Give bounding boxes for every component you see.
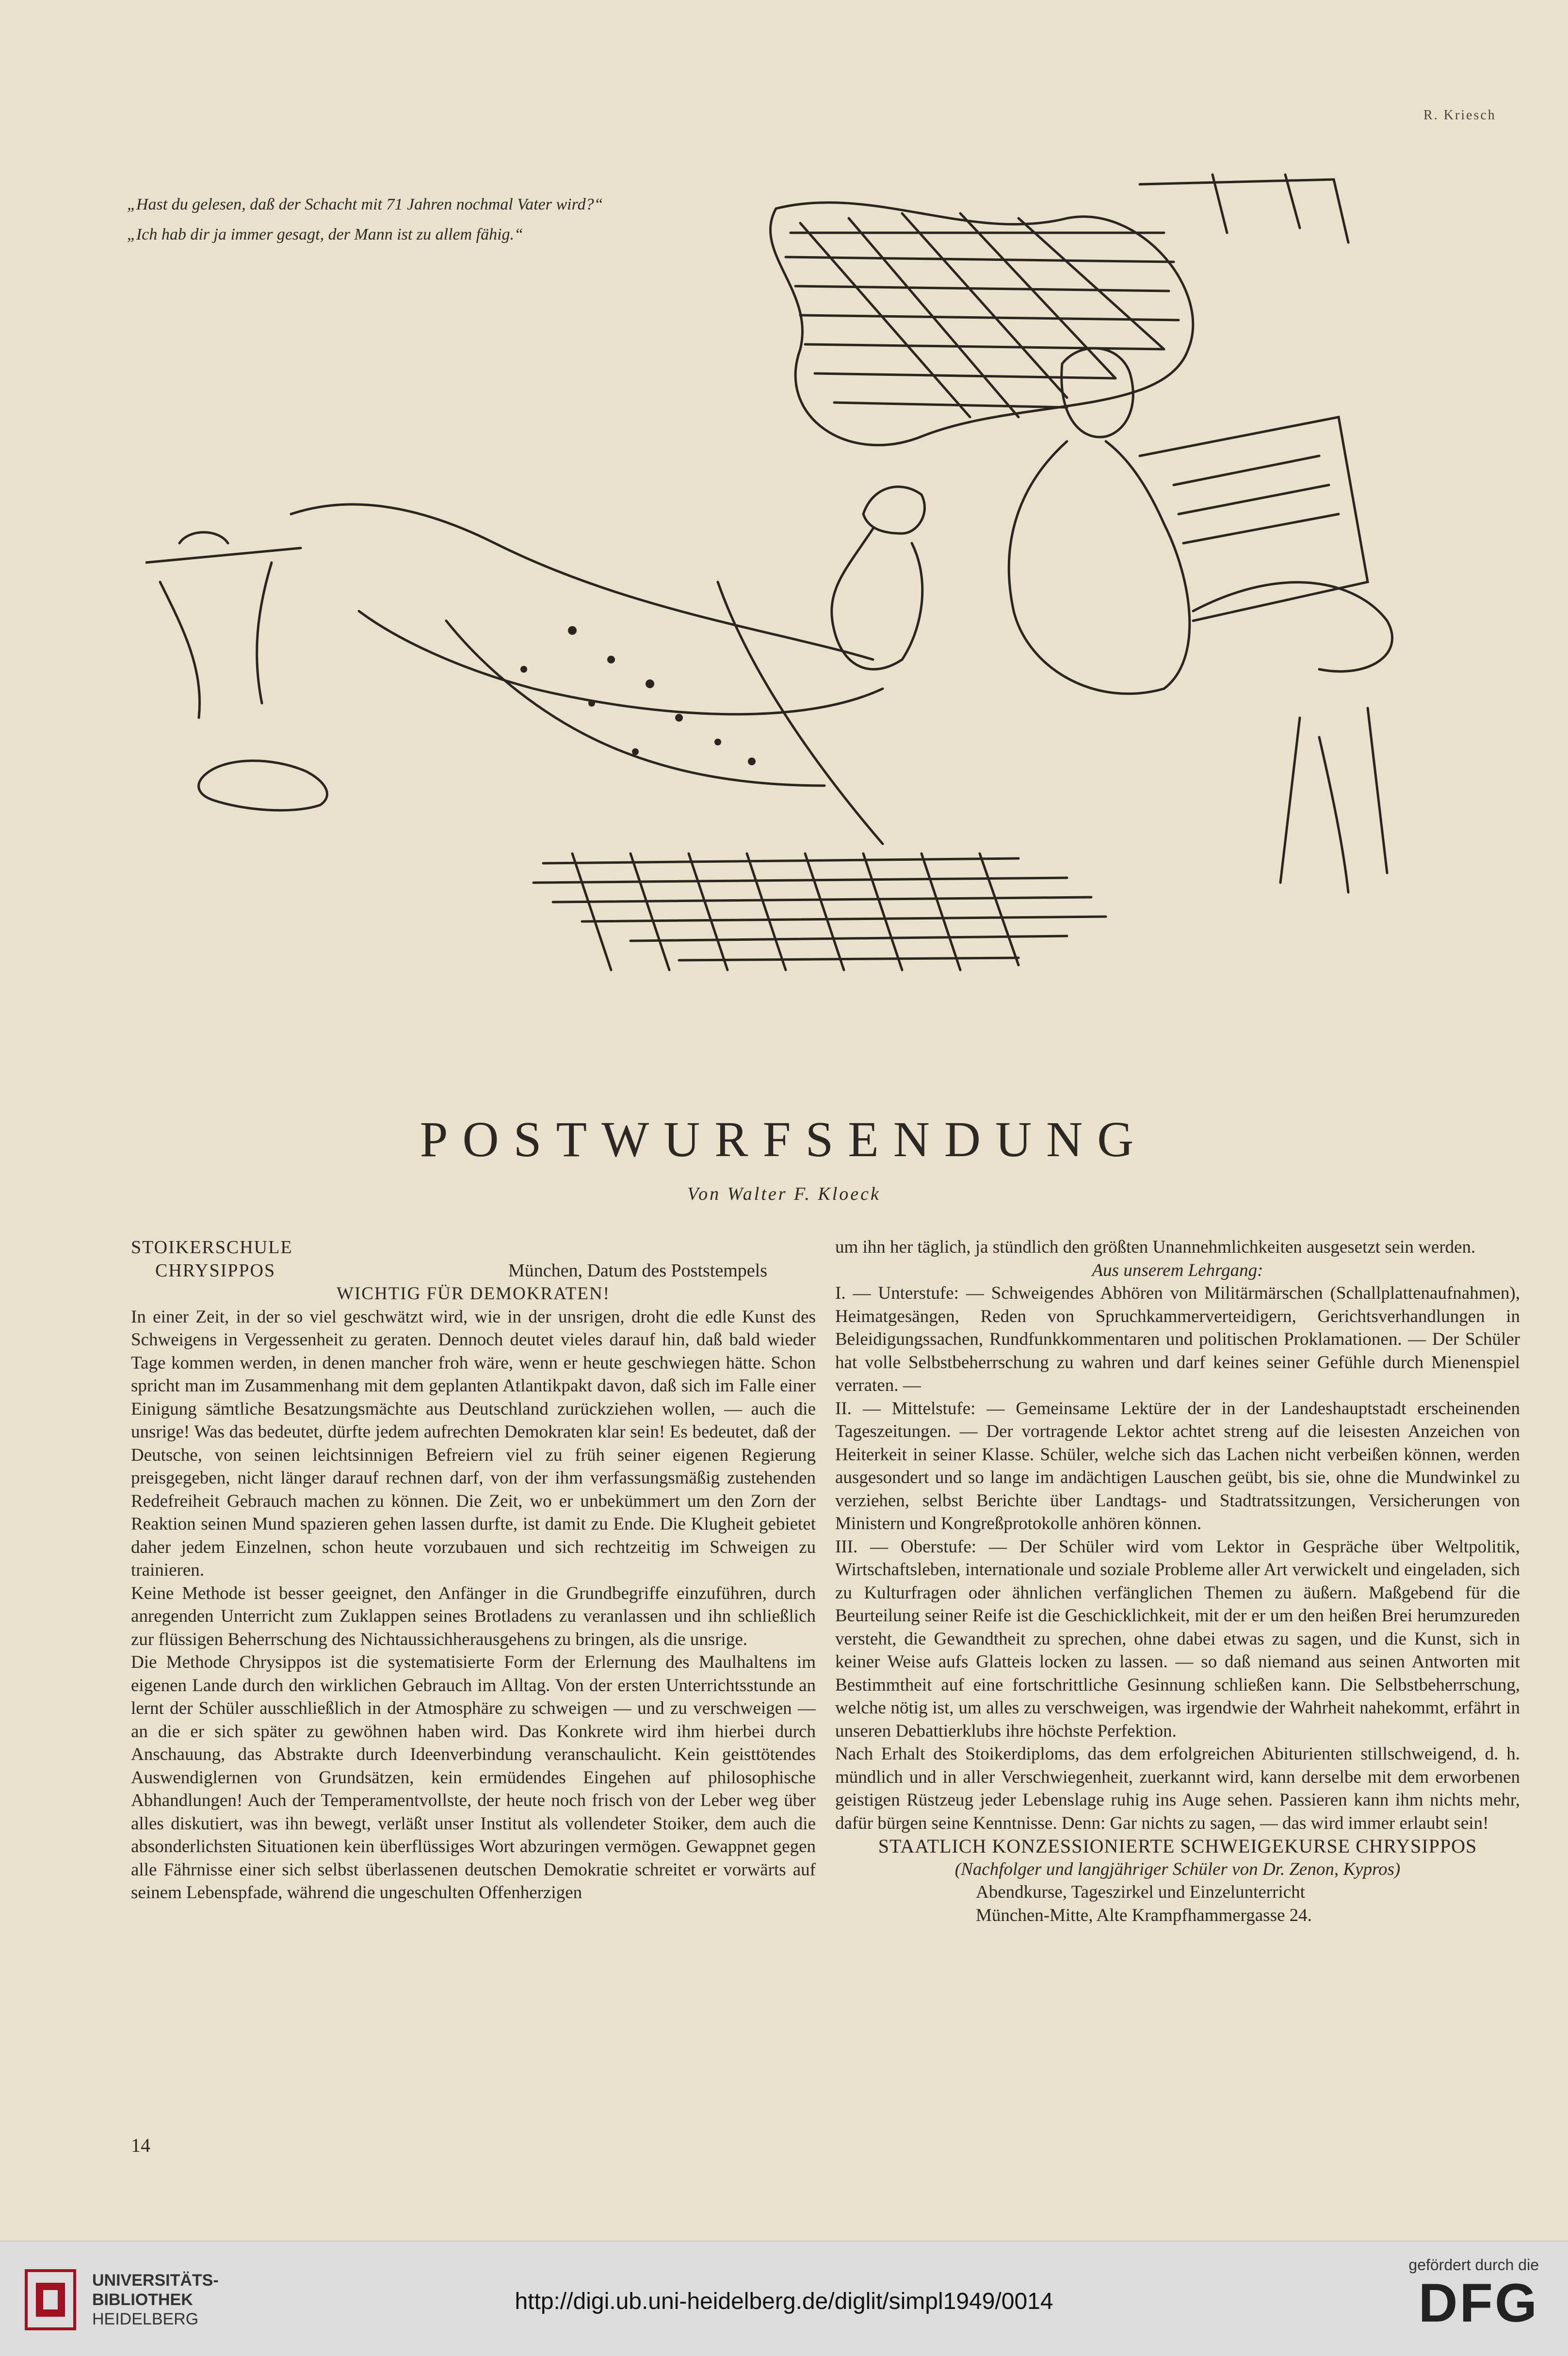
library-line-1: UNIVERSITÄTS- <box>92 2271 219 2290</box>
article-title: POSTWURFSENDUNG <box>420 1112 1148 1167</box>
library-line-2: BIBLIOTHEK <box>92 2291 193 2309</box>
dfg-logo-text: DFG <box>1418 2273 1539 2333</box>
source-url-link[interactable]: http://digi.ub.uni-heidelberg.de/diglit/simpl1949/0014 <box>515 2289 1053 2314</box>
left-column <box>131 1236 816 1904</box>
place-date: München, Datum des Poststempels <box>508 1260 767 1281</box>
left-paragraph: Keine Methode ist besser geeignet, den Anfänger in die Grundbegriffe einzuführen, durch anregenden Unterricht zum Zuklappen seines Brotladens zu veranlassen und ihn schließlich zur flüssigen Beherrschung des Nichtaussichherausgehens zu bringen, als die unsrige. <box>131 1583 816 1649</box>
library-line-3: HEIDELBERG <box>92 2310 199 2328</box>
closing-name: STAATLICH KONZESSIONIERTE SCHWEIGEKURSE CHRYSIPPOS <box>878 1835 1477 1857</box>
left-paragraph: In einer Zeit, in der so viel geschwätzt wird, wie in der unsrigen, droht die edle Kunst des Schweigens in Vergessenheit zu geraten. Dennoch deutet vieles darauf hin, daß bald wieder Tage kommen werden, in denen mancher froh wäre, wenn er heute geschwiegen hätte. Schon spricht man im Zusammenhang mit dem geplanten Atlantikpakt davon, daß sich im Falle einer Einigung sämtliche Besatzungsmächte aus Deutschland zurückziehen wollen, — auch die unsrige! Was das bedeutet, dürfte jedem aufrechten Demokraten klar sein! Es bedeutet, daß der Deutsche, von seinen leichtsinnigen Befreiern viel zu früh seiner eigenen Regierung preisgegeben, nicht länger darauf rechnen darf, von der ihm verfassungsmäßig zustehenden Redefreiheit Gebrauch machen zu können. Die Zeit, wo er unbekümmert um den Zorn der Reaktion seinen Mund spazieren gehen lassen durfte, ist damit zu Ende. Die Klugheit gebietet daher jedem Einzelnen, schon heute vorzubauen und sich rechtzeitig im Schweigen zu trainieren. <box>131 1307 816 1580</box>
school-name <box>131 1236 293 1282</box>
closing-courses: Abendkurse, Tageszirkel und Einzelunterricht <box>976 1882 1305 1902</box>
curriculum-item: II. — Mittelstufe: — Gemeinsame Lektüre der in der Landeshauptstadt erscheinenden Tageszeitungen. — Der vortragende Lektor achtet streng auf die leisesten Anzeichen von Heiterkeit in seiner Klasse. Schüler, welche sich das Lachen nicht verbeißen können, werden ausgesondert und so lange im andächtigen Lauschen geübt, bis sie, ohne die Mundwinkel zu verziehen, selbst Berichte über Landtags- und Stadtratssitzungen, Versicherungen von Ministern und Kongreßprotokolle anhören können. <box>835 1398 1520 1533</box>
funding-text: gefördert durch die <box>1408 2256 1539 2274</box>
right-column <box>835 1236 1520 1927</box>
illustrator-signature: R. Kriesch <box>1423 108 1496 123</box>
page-number: 14 <box>131 2134 150 2156</box>
cartoon-illustration <box>145 145 1503 1018</box>
curriculum-item: III. — Oberstufe: — Der Schüler wird vom Lektor in Gespräche über Weltpolitik, Wirtschaftsleben, internationale und soziale Probleme aller Art verwickelt und eingeladen, sich zu Kulturfragen oder ähnlichen verfänglichen Themen zu äußern. Maßgebend für die Beurteilung seiner Reife ist die Geschicklichkeit, mit der er um den heißen Brei herumzureden versteht, die Gewandtheit zu sprechen, ohne dabei etwas zu sagen, und die Kunst, sich in keiner Weise aufs Glatteis locken zu lassen. — so daß niemand aus seinen Antworten mit Bestimmtheit auf eine fortschrittliche Gesinnung schließen kann. Die Selbstbeherrschung, welche nötig ist, um alles zu verschweigen, was irgendwie der Wahrheit nahekommt, erfährt in unseren Debattierklubs ihre höchste Perfektion. <box>835 1536 1520 1741</box>
funding-logo[interactable] <box>1408 2256 1539 2332</box>
right-intro: um ihn her täglich, ja stündlich den größten Unannehmlichkeiten ausgesetzt sein werden. <box>835 1237 1476 1257</box>
curriculum-item: Nach Erhalt des Stoikerdiploms, das dem erfolgreichen Abiturienten stillschweigend, d. h. mündlich und in aller Verschwiegenheit, zuerkannt wird, kann derselbe mit dem erworbenen geistigen Rüstzeug jeder Lebenslage ruhig ins Auge sehen. Passieren kann ihm nichts mehr, dafür bürgen seine Kenntnisse. Denn: Gar nichts zu sagen, — das wird immer erlaubt sein! <box>835 1744 1520 1833</box>
curriculum-item: I. — Unterstufe: — Schweigendes Abhören von Militärmärschen (Schallplattenaufnahmen), Heimatgesängen, Reden von Spruchkammerverteidigern, Gerichtsverhandlungen in Beleidigungssachen, Rundfunkkommentaren und politischen Proklamationen. — Der Schüler hat volle Selbstbeherrschung zu wahren und darf keines seiner Gefühle durch Mienenspiel verraten. — <box>835 1283 1520 1395</box>
caption-line-1: „Hast du gelesen, daß der Schacht mit 71 Jahren nochmal Vater wird?“ <box>127 195 603 213</box>
school-name-line-1: STOIKERSCHULE <box>131 1237 293 1258</box>
letterhead <box>131 1236 816 1282</box>
letter-headline: WICHTIG FÜR DEMOKRATEN! <box>337 1284 610 1304</box>
closing-subtitle: (Nachfolger und langjähriger Schüler von Dr. Zenon, Kypros) <box>954 1859 1401 1879</box>
curriculum-heading: Aus unserem Lehrgang: <box>1092 1260 1263 1280</box>
school-name-line-2: CHRYSIPPOS <box>155 1260 276 1281</box>
closing-address: München-Mitte, Alte Krampfhammergasse 24. <box>976 1905 1312 1925</box>
left-paragraph: Die Methode Chrysippos ist die systematisierte Form der Erlernung des Maulhaltens im eigenen Lande durch den wirklichen Gebrauch im Alltag. Von der ersten Unterrichtsstunde an lernt der Schüler ausschließlich in der Atmosphäre zu schweigen — und zu verschweigen — an die er sich später zu gewöhnen haben wird. Das Konkrete wird ihm hierbei durch Anschauung, das Abstrakte durch Ideenverbindung veranschaulicht. Kein geisttötendes Auswendiglernen von Grundsätzen, kein ermüdendes Eingehen auf philosophische Abhandlungen! Auch der Temperamentvollste, der heute noch frisch von der Leber weg über alles diskutiert, was ihn bewegt, verläßt unser Institut als vollendeter Stoiker, dem auch die absonderlichsten Situationen kein überflüssiges Wort abzuringen vermögen. Gewappnet gegen alle Fährnisse einer sich selbst überlassenen deutschen Demokratie schreitet er vorwärts auf seinem Lebenspfade, während die ungeschulten Offenherzigen <box>131 1652 816 1903</box>
article-byline: Von Walter F. Kloeck <box>687 1184 881 1204</box>
caption-line-2: „Ich hab dir ja immer gesagt, der Mann ist zu allem fähig.“ <box>127 226 523 243</box>
